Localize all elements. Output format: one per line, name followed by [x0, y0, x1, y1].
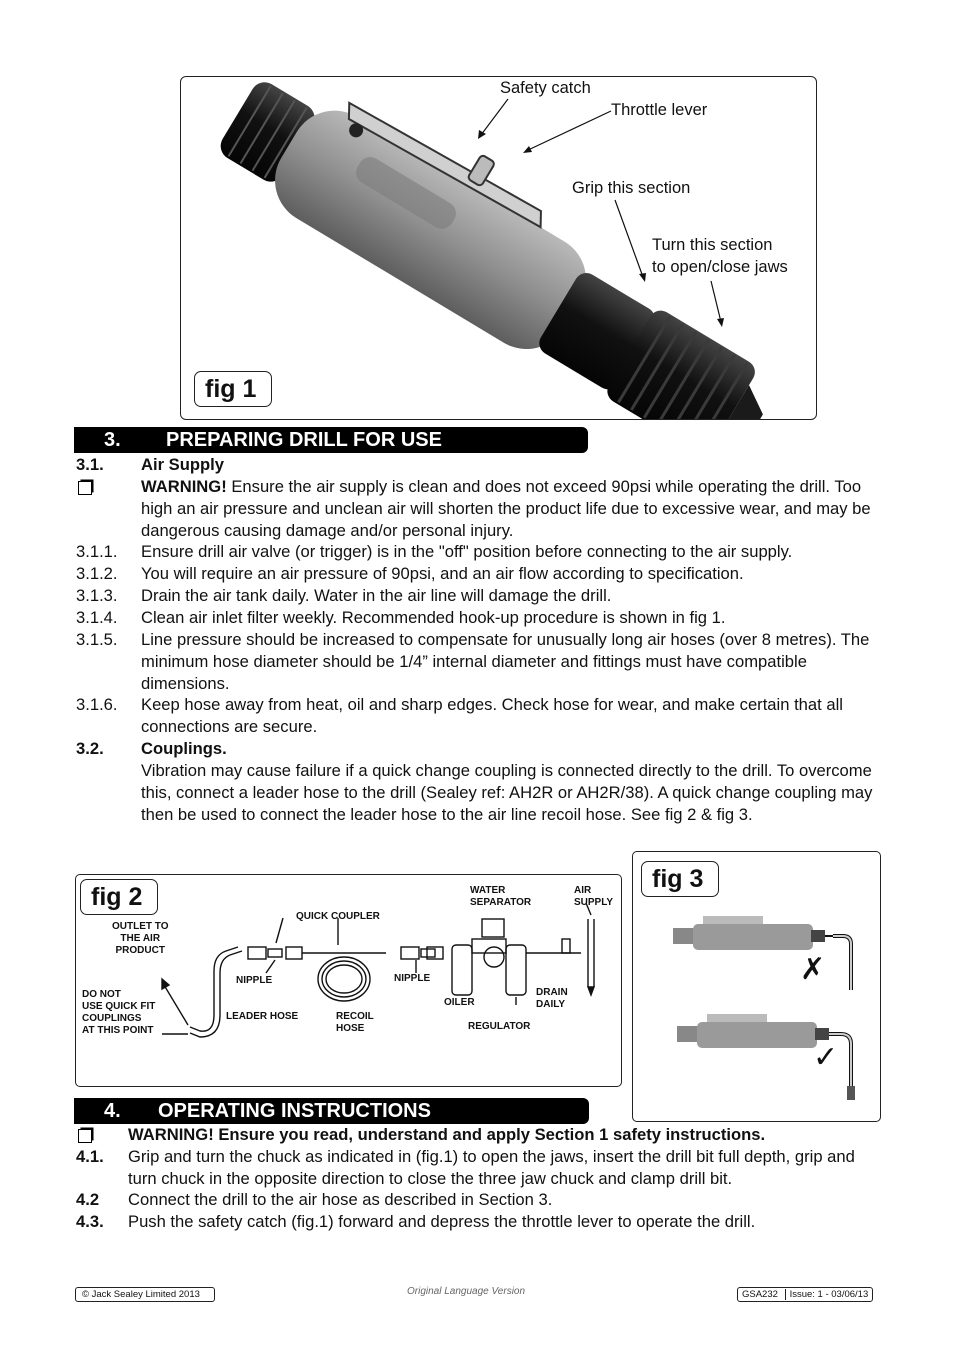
item-text: Line pressure should be increased to compensate for unusually long air hoses (over 8 metres). The minimum hose diameter should be 1/4” internal diameter and fittings must have compatible dimensions.: [141, 630, 870, 693]
item-number: 3.2.: [76, 739, 104, 758]
callout-safety-catch: Safety catch: [500, 79, 591, 97]
item-number: 3.1.: [76, 455, 104, 474]
item-number: 3.1.5.: [76, 630, 118, 649]
item-text: Air Supply: [141, 455, 224, 474]
item-text: Ensure drill air valve (or trigger) is in the "off" position before connecting to the air supply.: [141, 542, 793, 561]
label-nipple-right: NIPPLE: [394, 973, 431, 984]
item-text: Vibration may cause failure if a quick change coupling is connected directly to the drill. To overcome this, connect a leader hose to the drill (Sealey ref: AH2R or AH2R/38). A quick change coupling may then be used to connect the leader hose to the air line recoil hose. See fig 2 & fig 3.: [141, 761, 873, 824]
item-text: You will require an air pressure of 90psi, and an air flow according to specification.: [141, 564, 744, 583]
section4-heading: [74, 1098, 589, 1124]
item-warning: [76, 476, 876, 542]
item-number: 4.2: [76, 1190, 100, 1209]
label-leader-hose: LEADER HOSE: [226, 1011, 299, 1022]
footer-language: Original Language Version: [407, 1286, 526, 1297]
item-number: 3.1.4.: [76, 608, 118, 627]
footer-code-box: [737, 1287, 873, 1302]
callout-grip-section: Grip this section: [572, 179, 691, 197]
fig3-frame: [632, 851, 881, 1122]
section4-title: OPERATING INSTRUCTIONS: [158, 1100, 431, 1122]
footer-issue: Issue: 1 - 03/06/13: [789, 1289, 869, 1300]
label-drain-daily: DRAIN DAILY: [536, 987, 568, 1010]
label-recoil-hose: RECOIL HOSE: [336, 1011, 374, 1034]
checkbox-icon: [78, 476, 92, 501]
section4-number: 4.: [104, 1100, 121, 1122]
label-regulator: REGULATOR: [468, 1021, 531, 1032]
item-number: 3.1.6.: [76, 695, 118, 714]
callout-throttle-lever: Throttle lever: [611, 101, 708, 119]
item-text: Push the safety catch (fig.1) forward and depress the throttle lever to operate the drill.: [128, 1212, 756, 1231]
item-number: 3.1.2.: [76, 564, 118, 583]
footer-copyright: © Jack Sealey Limited 2013: [75, 1287, 215, 1302]
item-text: Connect the drill to the air hose as described in Section 3.: [128, 1190, 553, 1209]
item-text: Drain the air tank daily. Water in the air line will damage the drill.: [141, 586, 612, 605]
fig3-label: fig 3: [641, 861, 719, 897]
item-number: 4.1.: [76, 1147, 104, 1166]
item-number: 3.1.1.: [76, 542, 118, 561]
label-oiler: OILER: [444, 997, 475, 1008]
item-number: 3.1.3.: [76, 586, 118, 605]
section3-heading: [74, 427, 588, 453]
fig2-label: fig 2: [80, 879, 158, 915]
item-text: WARNING! Ensure you read, understand and apply Section 1 safety instructions.: [128, 1125, 766, 1144]
warning-text: Ensure the air supply is clean and does not exceed 90psi while operating the drill. Too high an air pressure and unclean air will shorten the product life due to excessive wear, and may be dangerous causing damage and/or personal injury.: [141, 477, 871, 540]
label-outlet: OUTLET TO THE AIR PRODUCT: [112, 921, 169, 956]
label-air-supply: AIR SUPPLY: [574, 885, 614, 908]
section3-number: 3.: [104, 429, 121, 451]
footer-code: GSA232: [742, 1289, 778, 1300]
fig2-frame: [75, 874, 622, 1087]
item-text: [141, 476, 876, 542]
footer-divider: [785, 1289, 786, 1300]
label-quick-coupler: QUICK COUPLER: [296, 911, 380, 922]
warning-label: WARNING!: [141, 477, 227, 496]
fig1-frame: [180, 76, 817, 420]
item-text: Couplings.: [141, 739, 227, 758]
section3-title: PREPARING DRILL FOR USE: [166, 429, 442, 451]
callout-turn-section: Turn this section to open/close jaws: [652, 236, 788, 276]
item-text: Keep hose away from heat, oil and sharp edges. Check hose for wear, and make certain that all connections are secure.: [141, 695, 843, 736]
item-number: 4.3.: [76, 1212, 104, 1231]
check-mark-icon: ✓: [813, 1040, 839, 1075]
wrong-mark-icon: ✗: [800, 952, 826, 987]
item-text: Clean air inlet filter weekly. Recommended hook-up procedure is shown in fig 1.: [141, 608, 726, 627]
fig1-label: fig 1: [194, 371, 272, 407]
label-donot: DO NOT USE QUICK FIT COUPLINGS AT THIS POINT: [82, 989, 156, 1036]
item-text: Grip and turn the chuck as indicated in (fig.1) to open the jaws, insert the drill bit full depth, grip and turn chuck in the opposite direction to close the three jaw chuck and clamp drill bit.: [128, 1147, 855, 1188]
label-nipple-left: NIPPLE: [236, 975, 273, 986]
label-water-separator: WATER SEPARATOR: [470, 885, 532, 908]
